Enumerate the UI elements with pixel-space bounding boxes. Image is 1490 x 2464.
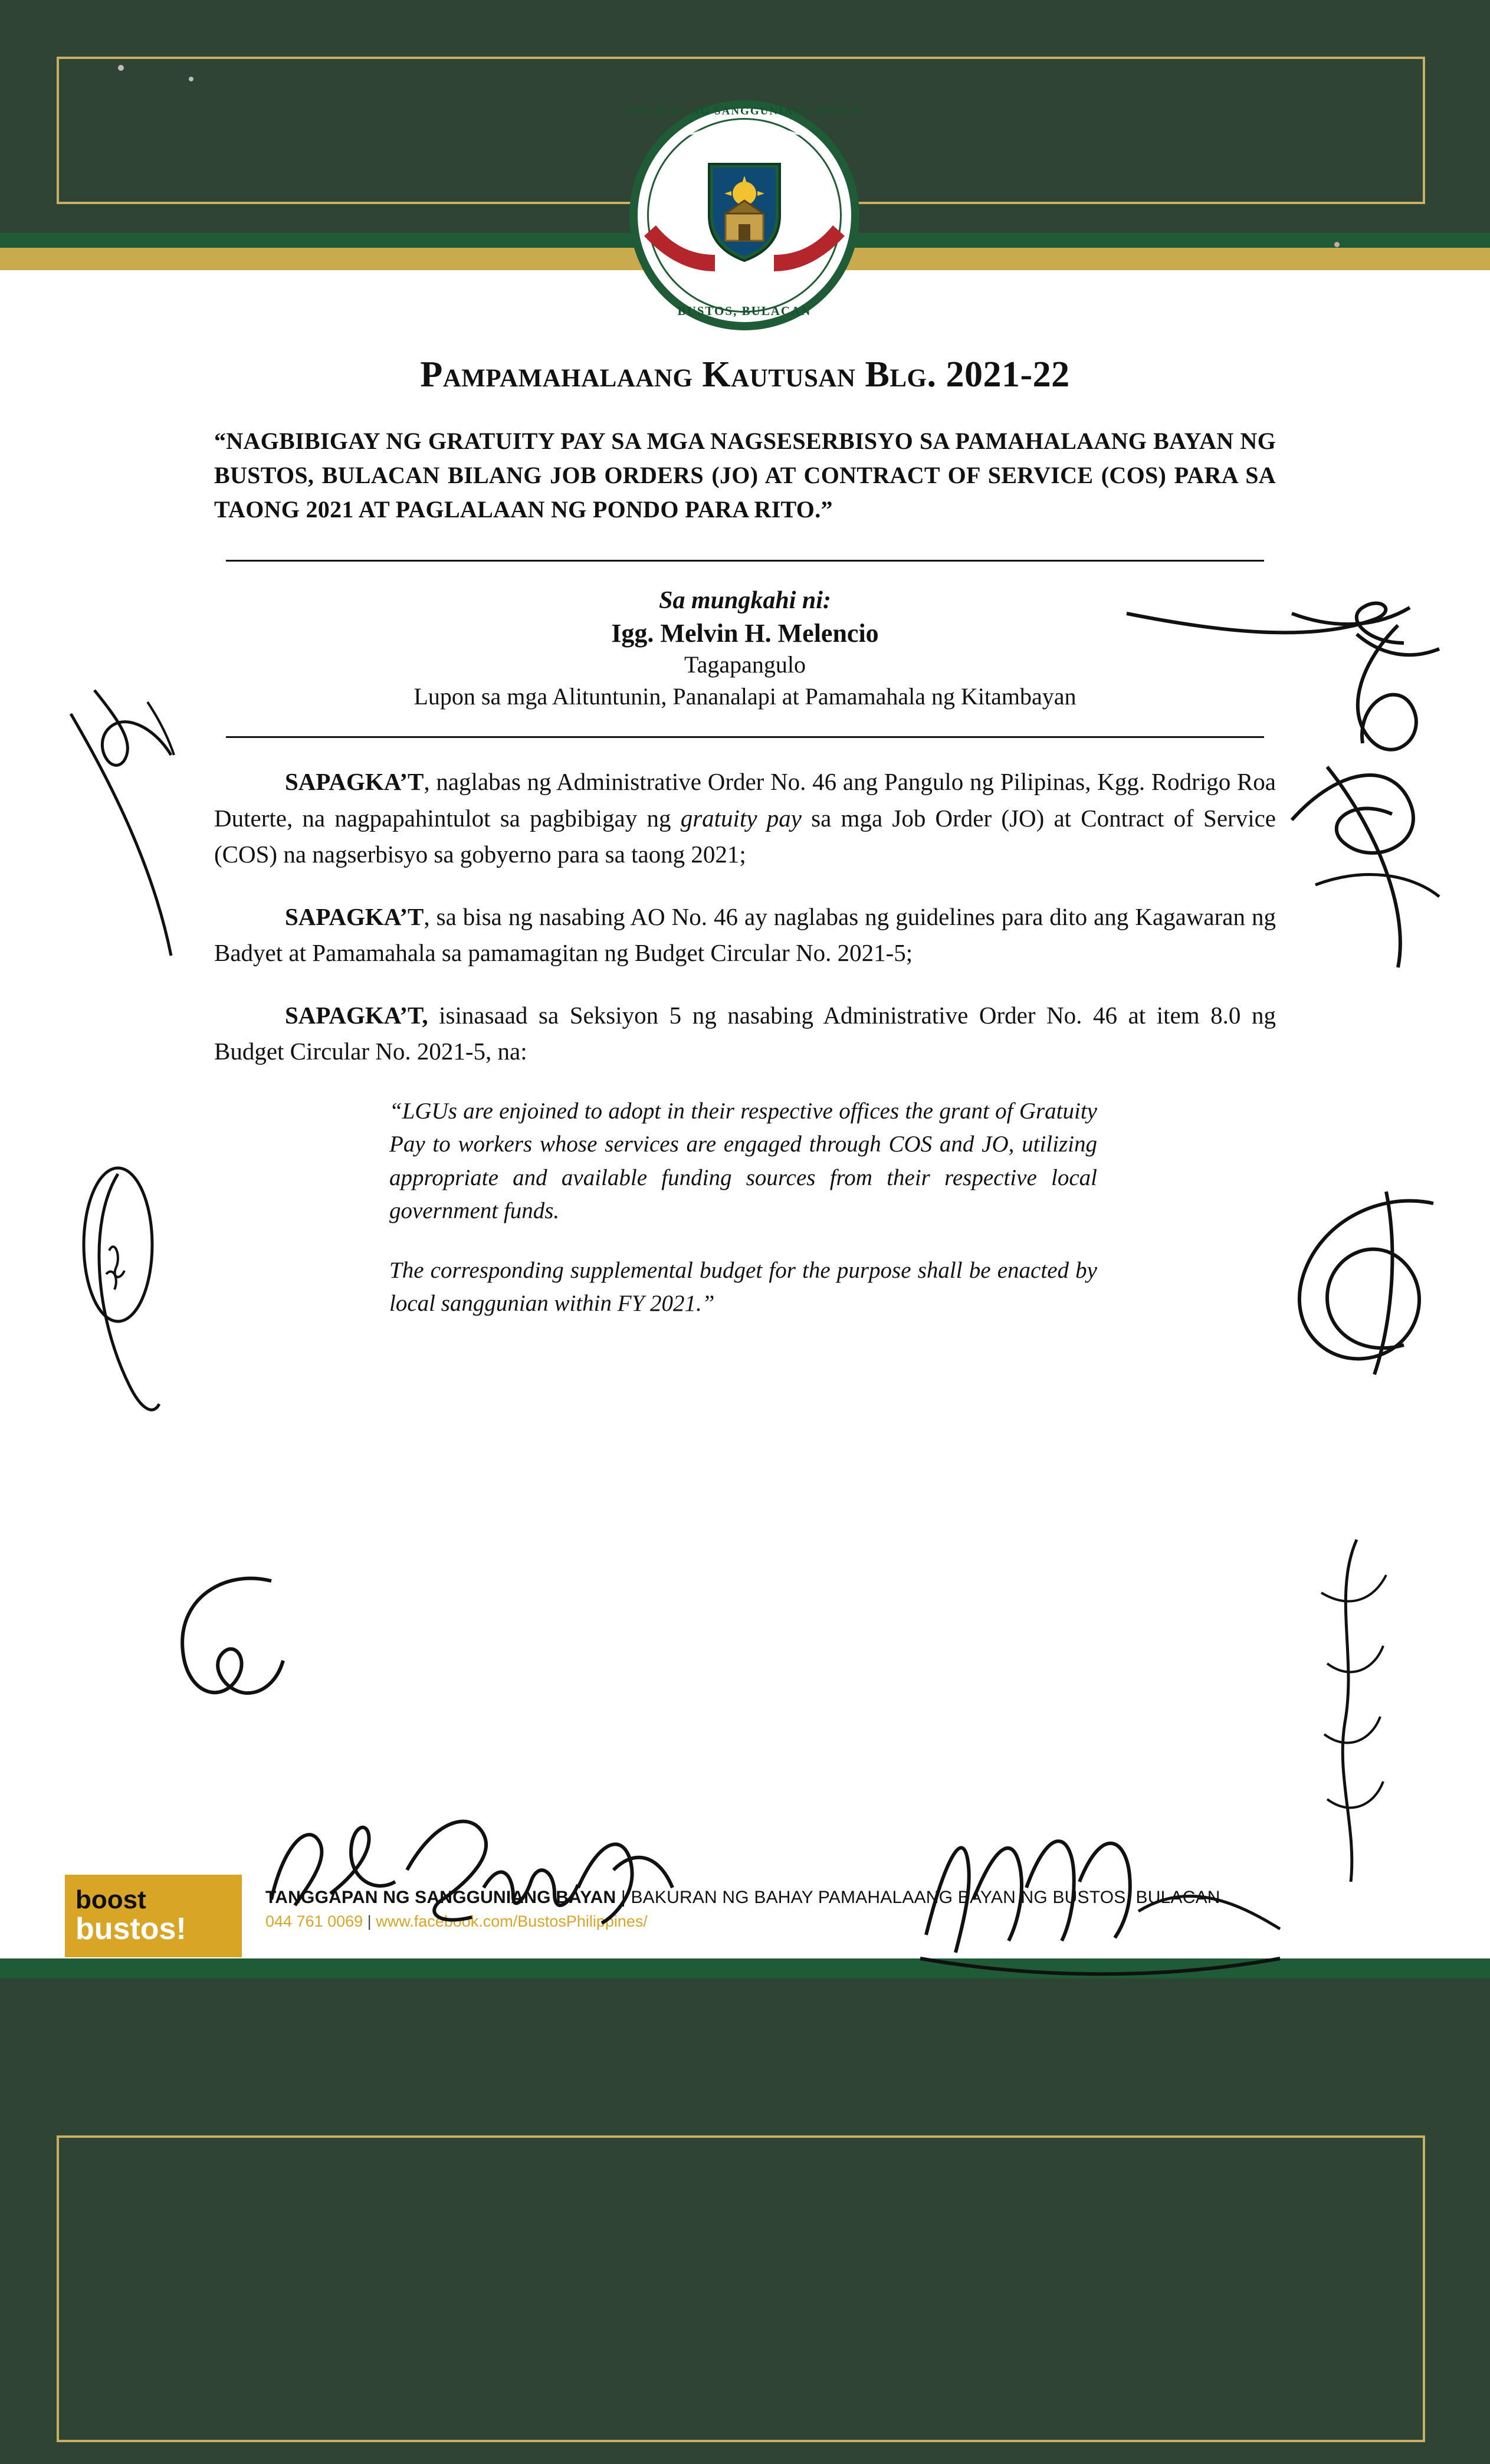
footer-address: | BAKURAN NG BAHAY PAMAHALAANG BAYAN NG BUSTOS, BULACAN [616, 1888, 1220, 1907]
whereas-text-3: isinasaad sa Seksiyon 5 ng nasabing Administrative Order No. 46 at item 8.0 ng Budget Circular No. 2021-5, na: [214, 1001, 1276, 1065]
whereas-italic-1: gratuity pay [680, 804, 802, 832]
boost-bustos-logo [65, 1875, 242, 1957]
proposer-committee: Lupon sa mga Alituntunin, Pananalapi at Pamamahala ng Kitambayan [413, 683, 1077, 710]
whereas-text-2: , sa bisa ng nasabing AO No. 46 ay naglabas ng guidelines para dito ang Kagawaran ng Badyet at Pamamahala sa pamamagitan ng Budget Circular No. 2021-5; [214, 903, 1276, 966]
proposer-block [0, 586, 1490, 713]
footer-gold-frame [57, 2135, 1425, 2442]
footer-office: TANGGAPAN NG SANGGUNIANG BAYAN [265, 1888, 616, 1907]
whereas-text-1a: , naglabas ng Administrative Order No. 46 ang Pangulo ng Pilipinas, Kgg. Rodrigo Roa Duterte, na nagpapahintulot sa pagbibigay ng [214, 768, 1276, 832]
proposer-prefix: Sa mungkahi ni: [659, 587, 831, 614]
divider-bottom [226, 736, 1264, 738]
signature-right-lower [1286, 1522, 1416, 1899]
footer-contact-line [265, 1912, 1220, 1931]
footer-contact-block [265, 1888, 1220, 1931]
footer [0, 1864, 1490, 2464]
scan-speckle [189, 77, 193, 81]
whereas-lead-1: SAPAGKA’T [285, 768, 424, 795]
footer-green-stripe [0, 1958, 1490, 1979]
footer-separator: | [363, 1912, 376, 1930]
quoted-provision-1: “LGUs are enjoined to adopt in their respective offices the grant of Gratuity Pay to workers whose services are engaged through COS and JO, utilizing appropriate and available funding sources from their respective local government funds. [389, 1098, 1097, 1224]
document-subtitle: “NAGBIBIGAY NG GRATUITY PAY SA MGA NAGSESERBISYO SA PAMAHALAANG BAYAN NG BUSTOS, BULACAN BILANG JOB ORDERS (JO) AT CONTRACT OF SERVICE (COS) PARA SA TAONG 2021 AT PAGLALAAN NG PONDO PARA RITO.” [214, 428, 1276, 523]
whereas-clause-2 [214, 899, 1276, 972]
footer-band [0, 1958, 1490, 2464]
footer-office-line [265, 1888, 1220, 1908]
seal-top-text: SAGISAG NG SANGGUNIANG BAYAN [628, 105, 861, 117]
proposer-role: Tagapangulo [684, 651, 806, 678]
whereas-clause-3 [214, 998, 1276, 1070]
scan-speckle [118, 65, 124, 71]
proposer-name: Igg. Melvin H. Melencio [611, 619, 879, 648]
footer-phone: 044 761 0069 [265, 1912, 363, 1930]
logo-line-1: boost [76, 1885, 146, 1914]
divider-top [226, 560, 1264, 562]
document-body [0, 277, 1490, 1321]
footer-website[interactable]: www.facebook.com/BustosPhilippines/ [376, 1912, 648, 1930]
whereas-lead-3: SAPAGKA’T, [285, 1001, 428, 1029]
scan-speckle [1334, 242, 1340, 247]
logo-line-2: bustos! [76, 1911, 186, 1946]
signature-c-initial [136, 1546, 330, 1740]
seal-bottom-text: BUSTOS, BULACAN [677, 304, 812, 318]
page-title: Pampamahalaang Kautusan Blg. 2021-22 [420, 355, 1070, 395]
quoted-provision-2: The corresponding supplemental budget for the purpose shall be enacted by local sanggunian within FY 2021.” [389, 1257, 1097, 1317]
whereas-clause-1 [214, 764, 1276, 873]
whereas-lead-2: SAPAGKA’T [285, 903, 424, 930]
whereas-text-1b: sa mga Job Order (JO) at Contract of Service (COS) na nagserbisyo sa gobyerno para sa taong 2021; [214, 804, 1276, 868]
